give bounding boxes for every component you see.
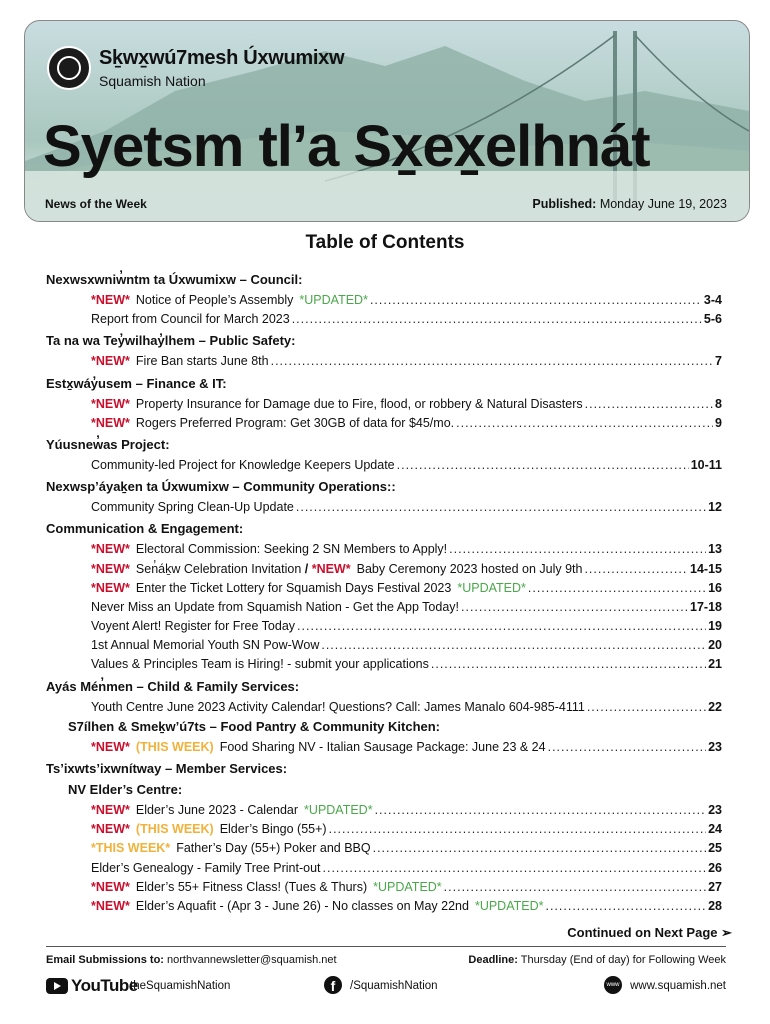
- page-number: 21: [708, 657, 722, 672]
- toc-section-heading: [46, 376, 722, 397]
- heading-text: Estx̱wáy̓usem – Finance & IT:: [46, 375, 227, 391]
- new-badge: *NEW*: [91, 415, 130, 430]
- page-number: 16: [708, 580, 722, 595]
- page-number: 26: [708, 860, 722, 875]
- entry-text: Sen̓áḵw Celebration Invitation: [135, 561, 302, 576]
- email-link[interactable]: northvannewsletter@squamish.net: [167, 954, 337, 966]
- toc-section-heading: [46, 333, 722, 354]
- toc-entry[interactable]: [46, 581, 722, 600]
- page-number: 7: [715, 354, 722, 369]
- dot-leader: [461, 600, 688, 614]
- table-of-contents: [46, 270, 722, 918]
- toc-section-heading: [46, 521, 722, 542]
- new-badge: *NEW*: [91, 354, 130, 369]
- org-subtitle: Squamish Nation: [99, 73, 206, 89]
- toc-entry[interactable]: [46, 600, 722, 619]
- entry-text: Notice of People’s Assembly: [135, 293, 294, 307]
- toc-section-heading: [46, 761, 722, 782]
- dot-leader: [296, 500, 706, 514]
- toc-entry[interactable]: [46, 657, 722, 676]
- youtube-handle[interactable]: theSquamishNation: [130, 980, 231, 992]
- toc-entry[interactable]: [46, 293, 722, 312]
- this-week-badge: (THIS WEEK): [135, 739, 214, 754]
- dot-leader: [297, 619, 706, 633]
- dot-leader: [545, 899, 706, 913]
- published-date: Published: Monday June 19, 2023: [532, 197, 727, 211]
- dot-leader: [370, 293, 702, 307]
- new-badge: *NEW*: [91, 580, 130, 595]
- youtube-logo[interactable]: YouTube: [46, 976, 138, 996]
- toc-entry[interactable]: [46, 880, 722, 899]
- entry-text: 1st Annual Memorial Youth SN Pow-Wow: [91, 638, 320, 653]
- new-badge: *NEW*: [91, 542, 130, 557]
- page-number: 12: [708, 500, 722, 515]
- toc-entry[interactable]: [46, 638, 722, 657]
- toc-entry[interactable]: [46, 822, 722, 841]
- this-week-badge: *THIS WEEK*: [91, 841, 171, 856]
- facebook-icon[interactable]: f: [324, 976, 342, 994]
- updated-badge: *UPDATED*: [304, 803, 373, 817]
- new-badge: *NEW*: [91, 293, 130, 307]
- new-badge: *NEW*: [311, 561, 351, 576]
- email-submissions: Email Submissions to: northvannewsletter@squamish.net: [46, 954, 337, 966]
- page-number: 27: [708, 879, 722, 894]
- toc-entry[interactable]: [46, 841, 722, 860]
- heading-text: Communication & Engagement:: [46, 521, 244, 537]
- page-number: 14-15: [690, 561, 722, 576]
- dot-leader: [292, 312, 702, 326]
- dot-leader: [329, 822, 707, 836]
- toc-entry[interactable]: [46, 803, 722, 822]
- entry-text: Elder’s Genealogy - Family Tree Print-out: [91, 860, 321, 875]
- page-number: 8: [715, 396, 722, 411]
- entry-text: Elder’s Bingo (55+): [219, 822, 327, 837]
- page-number: 24: [708, 822, 722, 837]
- dot-leader: [323, 861, 707, 875]
- toc-entry[interactable]: [46, 397, 722, 416]
- heading-text: NV Elder’s Centre:: [68, 782, 183, 797]
- new-badge: *NEW*: [91, 879, 130, 894]
- dot-leader: [548, 740, 707, 754]
- toc-entry[interactable]: [46, 899, 722, 918]
- page-number: 19: [708, 619, 722, 634]
- toc-entry[interactable]: [46, 458, 722, 477]
- entry-text: Community-led Project for Knowledge Keepers Update: [91, 457, 395, 472]
- globe-icon: www: [604, 976, 622, 994]
- dot-leader: [375, 803, 707, 817]
- toc-entry[interactable]: [46, 416, 722, 435]
- entry-text: Father’s Day (55+) Poker and BBQ: [176, 841, 371, 856]
- dot-leader: [444, 880, 706, 894]
- toc-subsection-heading: [46, 782, 722, 803]
- squamish-nation-logo-icon: [47, 46, 91, 90]
- new-badge: *NEW*: [91, 396, 130, 411]
- page-number: 17-18: [690, 599, 722, 614]
- toc-entry[interactable]: [46, 619, 722, 638]
- heading-text: Ta na wa Tey̓wilhay̓lhem – Public Safety:: [46, 333, 296, 349]
- org-name: Sḵwx̱wú7mesh Úxwumixw: [99, 47, 345, 69]
- dot-leader: [397, 458, 689, 472]
- entry-text: Elder’s June 2023 - Calendar: [135, 803, 299, 817]
- heading-text: Ts’ixwts’ixwnítway – Member Services:: [46, 761, 288, 776]
- updated-badge: *UPDATED*: [373, 879, 442, 894]
- entry-text: Never Miss an Update from Squamish Nation - Get the App Today!: [91, 599, 460, 614]
- toc-section-heading: [46, 272, 722, 293]
- toc-section-heading: [46, 437, 722, 458]
- dot-leader: [456, 416, 713, 430]
- website-link[interactable]: www.squamish.net: [630, 980, 726, 992]
- this-week-badge: (THIS WEEK): [135, 822, 214, 837]
- entry-text: Report from Council for March 2023: [91, 312, 290, 327]
- dot-leader: [587, 700, 706, 714]
- heading-text: Nexwsp’áyaḵen ta Úxwumixw – Community Operations::: [46, 479, 396, 495]
- entry-text: Values & Principles Team is Hiring! - submit your applications: [91, 657, 429, 672]
- newsletter-title: Syetsm tl’a Sx̱ex̱elhnát: [43, 114, 650, 179]
- new-badge: *NEW*: [91, 803, 130, 817]
- entry-text: Food Sharing NV - Italian Sausage Package: June 23 & 24: [219, 739, 546, 754]
- heading-text: Nexwsxwniw̓ntm ta Úxwumixw – Council:: [46, 272, 303, 287]
- entry-text: Community Spring Clean-Up Update: [91, 500, 294, 515]
- new-badge: *NEW*: [91, 739, 130, 754]
- heading-text: Yúusnew̓as Project:: [46, 436, 170, 452]
- toc-entry[interactable]: [46, 542, 722, 561]
- toc-subsection-heading: [46, 719, 722, 740]
- page-number: 23: [708, 739, 722, 754]
- updated-badge: *UPDATED*: [474, 898, 544, 913]
- deadline-note: Deadline: Thursday (End of day) for Following Week: [468, 954, 726, 966]
- entry-text: Elder’s 55+ Fitness Class! (Tues & Thurs): [135, 879, 368, 894]
- youtube-play-icon: [46, 978, 68, 994]
- toc-entry[interactable]: [46, 354, 722, 373]
- dot-leader: [373, 841, 706, 855]
- toc-section-heading: [46, 679, 722, 700]
- news-of-week-label: News of the Week: [45, 197, 147, 211]
- toc-entry[interactable]: [46, 861, 722, 880]
- page-number: 28: [708, 898, 722, 913]
- page-number: 20: [708, 638, 722, 653]
- dot-leader: [431, 657, 706, 671]
- entry-text: Elder’s Aquafit - (Apr 3 - June 26) - No classes on May 22nd: [135, 898, 469, 913]
- entry-text: Enter the Ticket Lottery for Squamish Days Festival 2023: [135, 580, 452, 595]
- toc-title: Table of Contents: [305, 232, 465, 253]
- continued-next-page[interactable]: Continued on Next Page ➢: [567, 925, 732, 940]
- dot-leader: [321, 638, 706, 652]
- entry-text: Youth Centre June 2023 Activity Calendar! Questions? Call: James Manalo 604-985-4111: [91, 699, 585, 714]
- page-number: 9: [715, 415, 722, 430]
- page-number: 23: [708, 803, 722, 817]
- entry-text: Property Insurance for Damage due to Fire, flood, or robbery & Natural Disasters: [135, 396, 583, 411]
- toc-entry[interactable]: [46, 740, 722, 759]
- updated-badge: *UPDATED*: [299, 293, 368, 307]
- dot-leader: [449, 542, 706, 556]
- page-number: 22: [708, 699, 722, 714]
- new-badge: *NEW*: [91, 822, 130, 837]
- page-number: 3-4: [703, 293, 722, 307]
- toc-entry[interactable]: [46, 312, 722, 331]
- dot-leader: [528, 581, 706, 595]
- entry-text: Voyent Alert! Register for Free Today: [91, 619, 296, 634]
- page-number: 10-11: [690, 457, 722, 472]
- heading-text: Ayás Mén̓men – Child & Family Services:: [46, 678, 300, 694]
- entry-text: Electoral Commission: Seeking 2 SN Members to Apply!: [135, 542, 448, 557]
- new-badge: *NEW*: [91, 898, 130, 913]
- page-number: 13: [708, 542, 722, 557]
- page-number: 5-6: [703, 312, 722, 327]
- dot-leader: [585, 397, 713, 411]
- entry-text: Fire Ban starts June 8th: [135, 354, 269, 369]
- heading-text: S7ílhen & Smeḵw’ú7ts – Food Pantry & Community Kitchen:: [68, 718, 441, 734]
- page-number: 25: [708, 841, 722, 856]
- entry-text: Baby Ceremony 2023 hosted on July 9th: [356, 561, 583, 576]
- new-badge: *NEW*: [91, 561, 130, 576]
- footer-divider: [46, 946, 726, 947]
- dot-leader: [271, 354, 713, 368]
- dot-leader: [584, 562, 688, 576]
- entry-text: Rogers Preferred Program: Get 30GB of data for $45/mo.: [135, 415, 455, 430]
- toc-entry[interactable]: [46, 500, 722, 519]
- toc-entry[interactable]: [46, 562, 722, 581]
- toc-section-heading: [46, 479, 722, 500]
- separator: /: [301, 561, 312, 576]
- facebook-handle[interactable]: /SquamishNation: [350, 980, 438, 992]
- toc-entry[interactable]: [46, 700, 722, 719]
- updated-badge: *UPDATED*: [457, 580, 526, 595]
- header-banner: [24, 20, 750, 222]
